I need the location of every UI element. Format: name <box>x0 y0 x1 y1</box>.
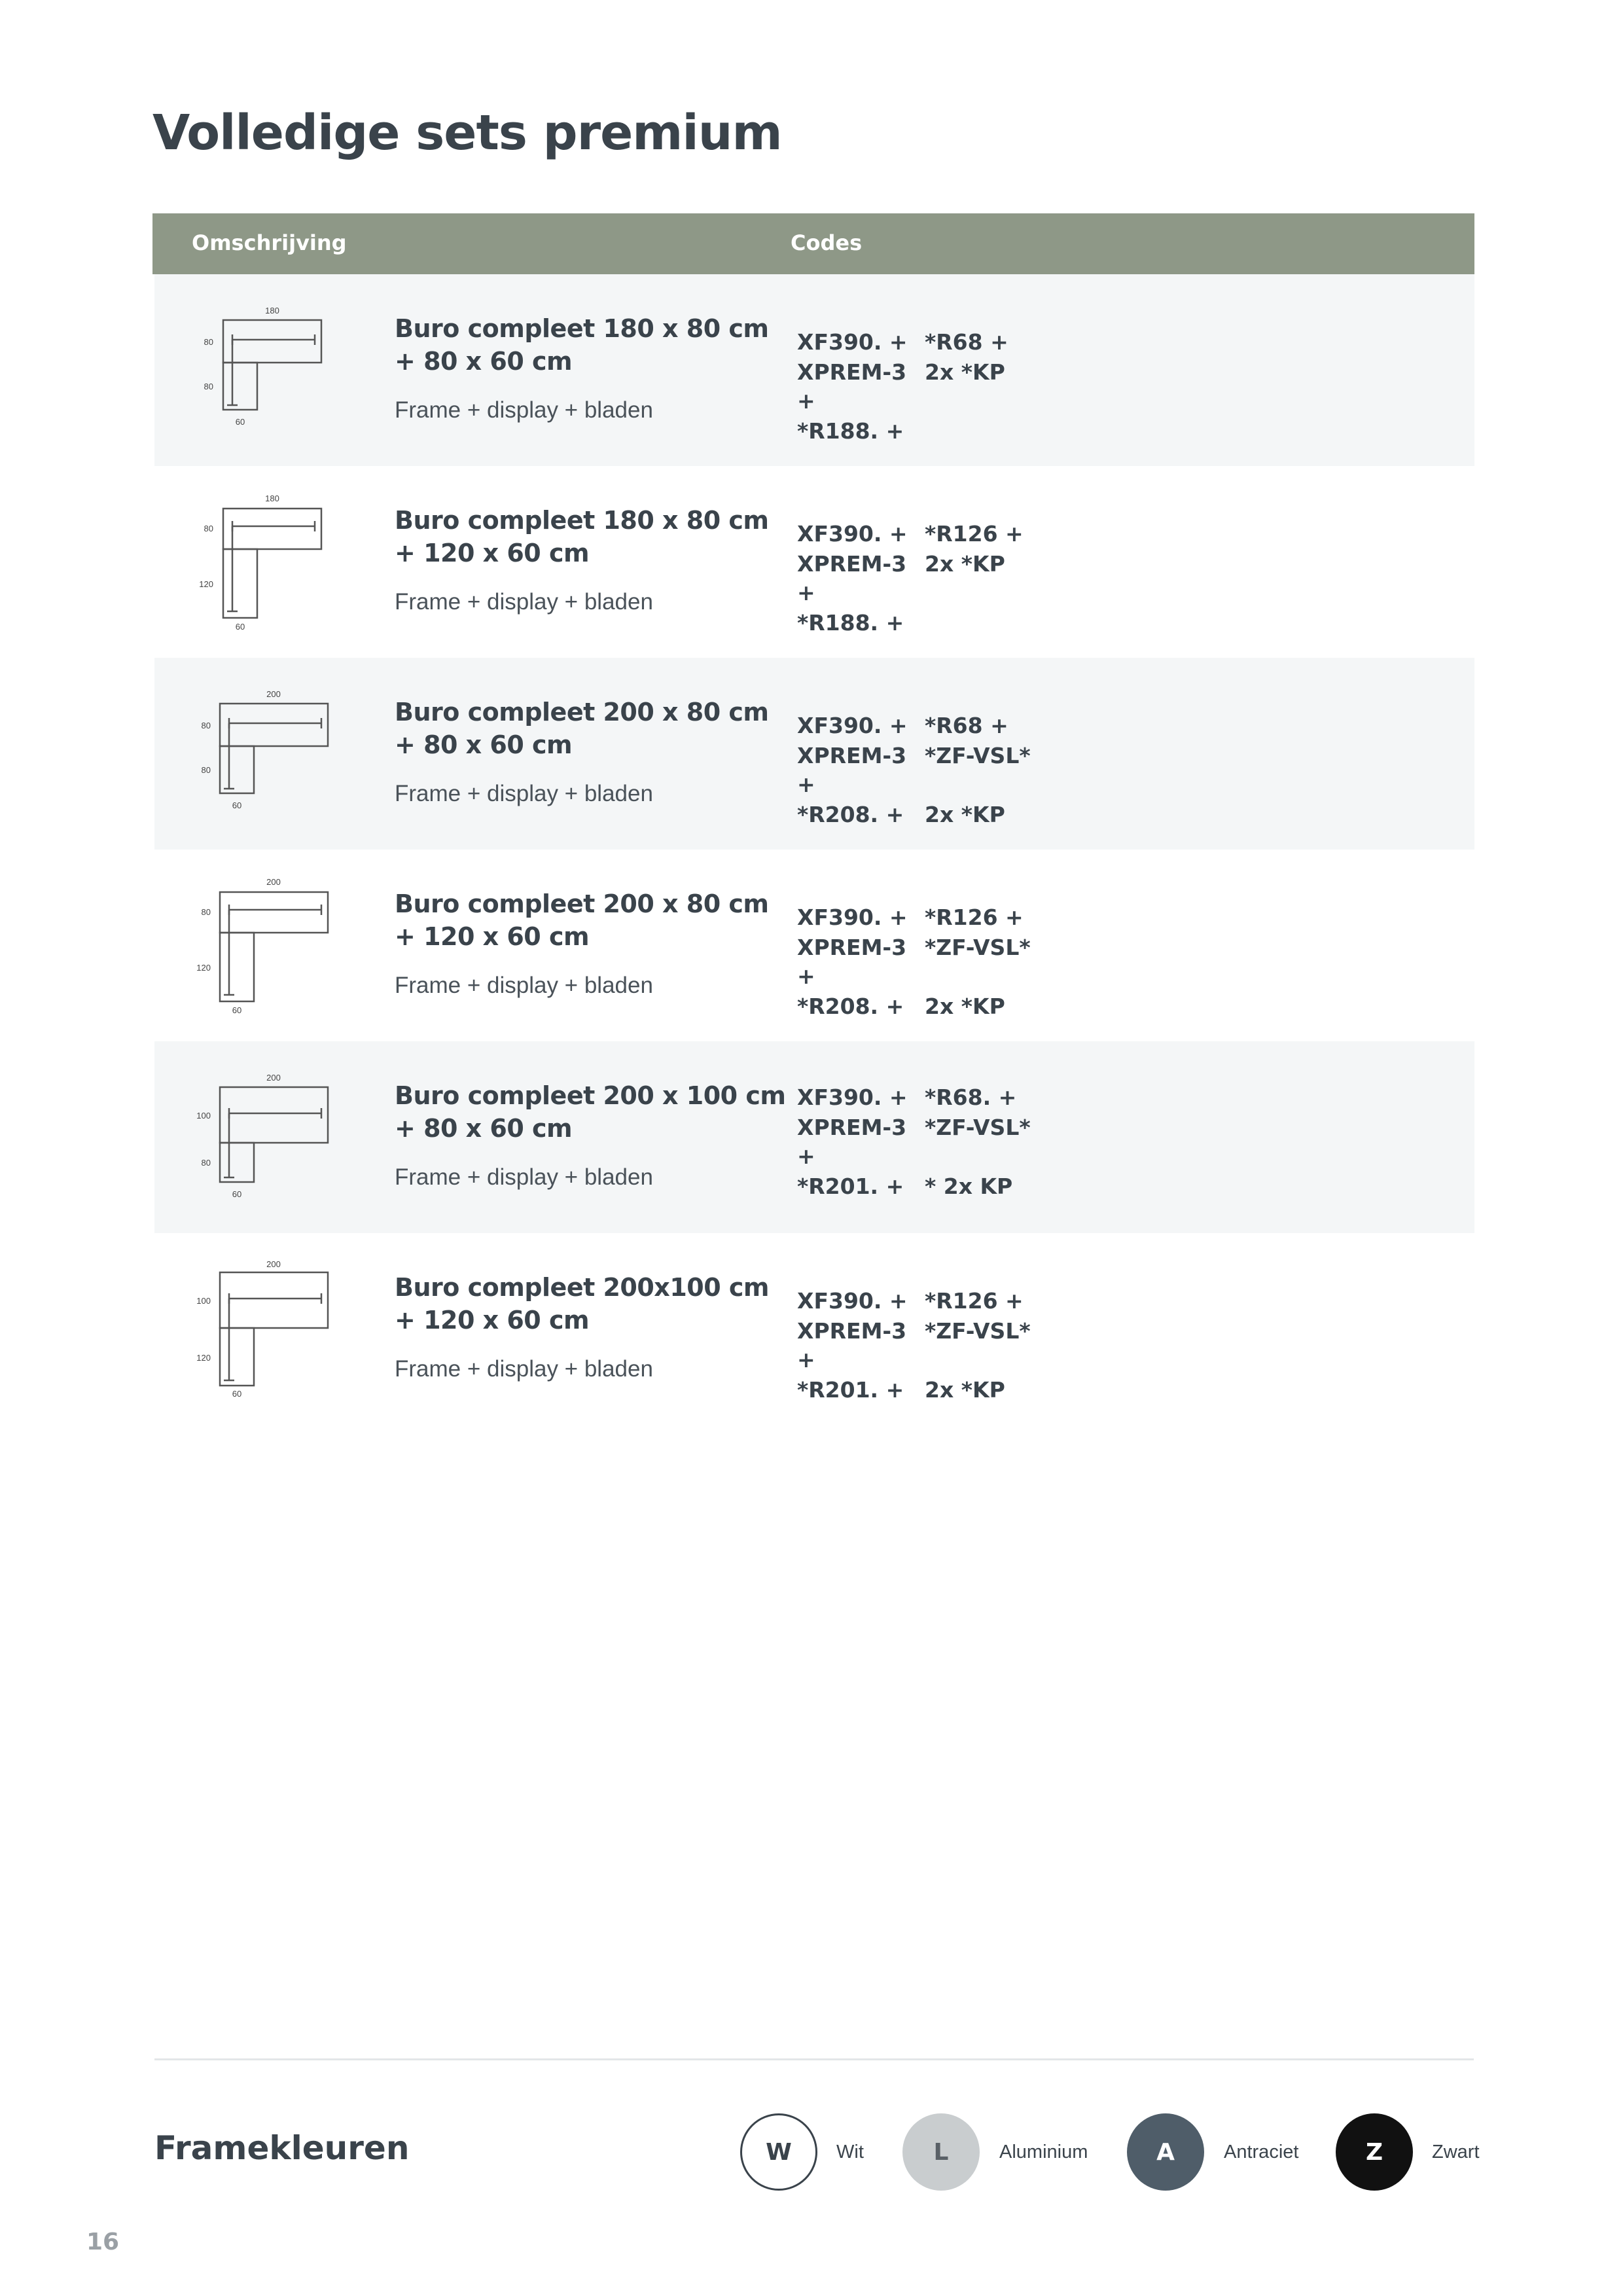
diagram-label-bottom: 60 <box>232 800 242 810</box>
product-table <box>152 213 1474 1425</box>
code: XPREM-3 + <box>797 551 907 605</box>
diagram-label-top: 200 <box>266 689 281 699</box>
diagram-label-left-1: 80 <box>201 907 211 917</box>
code: XPREM-3 + <box>797 1115 907 1169</box>
color-label-white: Wit <box>836 2142 864 2162</box>
code: XPREM-3 + <box>797 359 907 414</box>
diagram-label-top: 200 <box>266 1073 281 1083</box>
page-title: Volledige sets premium <box>152 105 782 161</box>
diagram-label-left-2: 80 <box>204 382 213 391</box>
product-codes <box>797 903 1056 1021</box>
code: *R126 + <box>925 521 1024 547</box>
product-codes <box>797 1083 1056 1201</box>
diagram-label-left-1: 100 <box>196 1296 211 1306</box>
frame-colors-title: Framekleuren <box>154 2129 410 2167</box>
desk-diagram <box>194 1259 338 1400</box>
diagram-label-bottom: 60 <box>235 417 245 427</box>
code: *R201. + <box>797 1174 904 1199</box>
code: 2x *KP <box>925 802 1005 827</box>
code: *R188. + <box>797 418 904 444</box>
desk-diagram <box>194 300 338 441</box>
code: *R208. + <box>797 802 904 827</box>
color-swatch-antraciet: A <box>1127 2113 1204 2191</box>
product-codes <box>797 1287 1056 1405</box>
diagram-label-bottom: 60 <box>232 1005 242 1015</box>
l-shape-desk-drawing <box>194 684 338 825</box>
diagram-label-left-1: 100 <box>196 1111 211 1121</box>
product-subtitle: Frame + display + bladen <box>395 781 653 806</box>
table-row <box>154 658 1474 850</box>
diagram-label-left-2: 120 <box>199 579 213 589</box>
code: XF390. + <box>797 521 908 547</box>
code: XPREM-3 + <box>797 935 907 989</box>
table-row <box>154 850 1474 1041</box>
product-subtitle: Frame + display + bladen <box>395 1356 653 1382</box>
diagram-label-top: 200 <box>266 877 281 887</box>
color-label-antraciet: Antraciet <box>1224 2142 1299 2162</box>
code: *R188. + <box>797 610 904 636</box>
diagram-label-left-2: 80 <box>201 1158 211 1168</box>
code: *R68 + <box>925 713 1008 738</box>
page-number: 16 <box>86 2229 120 2255</box>
diagram-label-bottom: 60 <box>232 1189 242 1199</box>
code: XF390. + <box>797 1085 908 1110</box>
desk-diagram <box>194 1067 338 1208</box>
color-swatch-zwart: Z <box>1336 2113 1413 2191</box>
diagram-label-left-1: 80 <box>201 721 211 730</box>
code: *R68. + <box>925 1085 1017 1110</box>
l-shape-desk-drawing <box>194 492 338 633</box>
code: *ZF-VSL* <box>925 935 1031 960</box>
color-label-aluminium: Aluminium <box>999 2142 1088 2162</box>
diagram-label-bottom: 60 <box>232 1389 242 1399</box>
column-header-description: Omschrijving <box>192 230 347 255</box>
color-swatch-aluminium: L <box>902 2113 980 2191</box>
product-title: Buro compleet 200x100 cm + 120 x 60 cm <box>395 1273 769 1335</box>
product-codes <box>797 328 1056 446</box>
code: *ZF-VSL* <box>925 1115 1031 1140</box>
product-codes <box>797 520 1056 637</box>
table-row <box>154 274 1474 466</box>
code: XF390. + <box>797 905 908 930</box>
diagram-label-left-2: 120 <box>196 1353 211 1363</box>
product-subtitle: Frame + display + bladen <box>395 1164 653 1190</box>
l-shape-desk-drawing <box>194 1067 338 1208</box>
l-shape-desk-drawing <box>194 300 338 441</box>
product-title: Buro compleet 180 x 80 cm + 80 x 60 cm <box>395 314 769 376</box>
table-header <box>152 213 1474 274</box>
diagram-label-left-2: 80 <box>201 765 211 775</box>
product-title: Buro compleet 200 x 100 cm + 80 x 60 cm <box>395 1081 786 1143</box>
color-label-zwart: Zwart <box>1432 2142 1480 2162</box>
code: * 2x KP <box>925 1174 1013 1199</box>
code: *ZF-VSL* <box>925 743 1031 768</box>
code: 2x *KP <box>925 359 1005 385</box>
code <box>925 417 1056 446</box>
diagram-label-left-2: 120 <box>196 963 211 973</box>
product-codes <box>797 711 1056 829</box>
product-title: Buro compleet 180 x 80 cm + 120 x 60 cm <box>395 506 769 567</box>
divider <box>154 2058 1474 2060</box>
table-row <box>154 1233 1474 1425</box>
product-title: Buro compleet 200 x 80 cm + 120 x 60 cm <box>395 889 769 951</box>
diagram-label-left-1: 80 <box>204 524 213 533</box>
column-header-codes: Codes <box>791 230 863 255</box>
diagram-label-left-1: 80 <box>204 337 213 347</box>
code: XF390. + <box>797 329 908 355</box>
code: 2x *KP <box>925 551 1005 577</box>
table-row <box>154 1041 1474 1233</box>
code: *R126 + <box>925 1288 1024 1314</box>
code <box>925 609 1056 637</box>
diagram-label-top: 180 <box>265 493 279 503</box>
code: *R126 + <box>925 905 1024 930</box>
desk-diagram <box>194 684 338 825</box>
code: XF390. + <box>797 713 908 738</box>
l-shape-desk-drawing <box>194 1259 338 1400</box>
code: *R201. + <box>797 1377 904 1403</box>
desk-diagram <box>194 492 338 633</box>
code: 2x *KP <box>925 1377 1005 1403</box>
table-row <box>154 466 1474 658</box>
diagram-label-top: 200 <box>266 1259 281 1269</box>
diagram-label-top: 180 <box>265 306 279 315</box>
product-title: Buro compleet 200 x 80 cm + 80 x 60 cm <box>395 698 769 759</box>
code: *R208. + <box>797 994 904 1019</box>
code: XF390. + <box>797 1288 908 1314</box>
code: *R68 + <box>925 329 1008 355</box>
diagram-label-bottom: 60 <box>235 622 245 632</box>
code: *ZF-VSL* <box>925 1318 1031 1344</box>
color-swatch-white: W <box>740 2113 817 2191</box>
l-shape-desk-drawing <box>194 876 338 1016</box>
code: 2x *KP <box>925 994 1005 1019</box>
product-subtitle: Frame + display + bladen <box>395 973 653 998</box>
product-subtitle: Frame + display + bladen <box>395 397 653 423</box>
code: XPREM-3 + <box>797 743 907 797</box>
code: XPREM-3 + <box>797 1318 907 1372</box>
desk-diagram <box>194 876 338 1016</box>
product-subtitle: Frame + display + bladen <box>395 589 653 615</box>
